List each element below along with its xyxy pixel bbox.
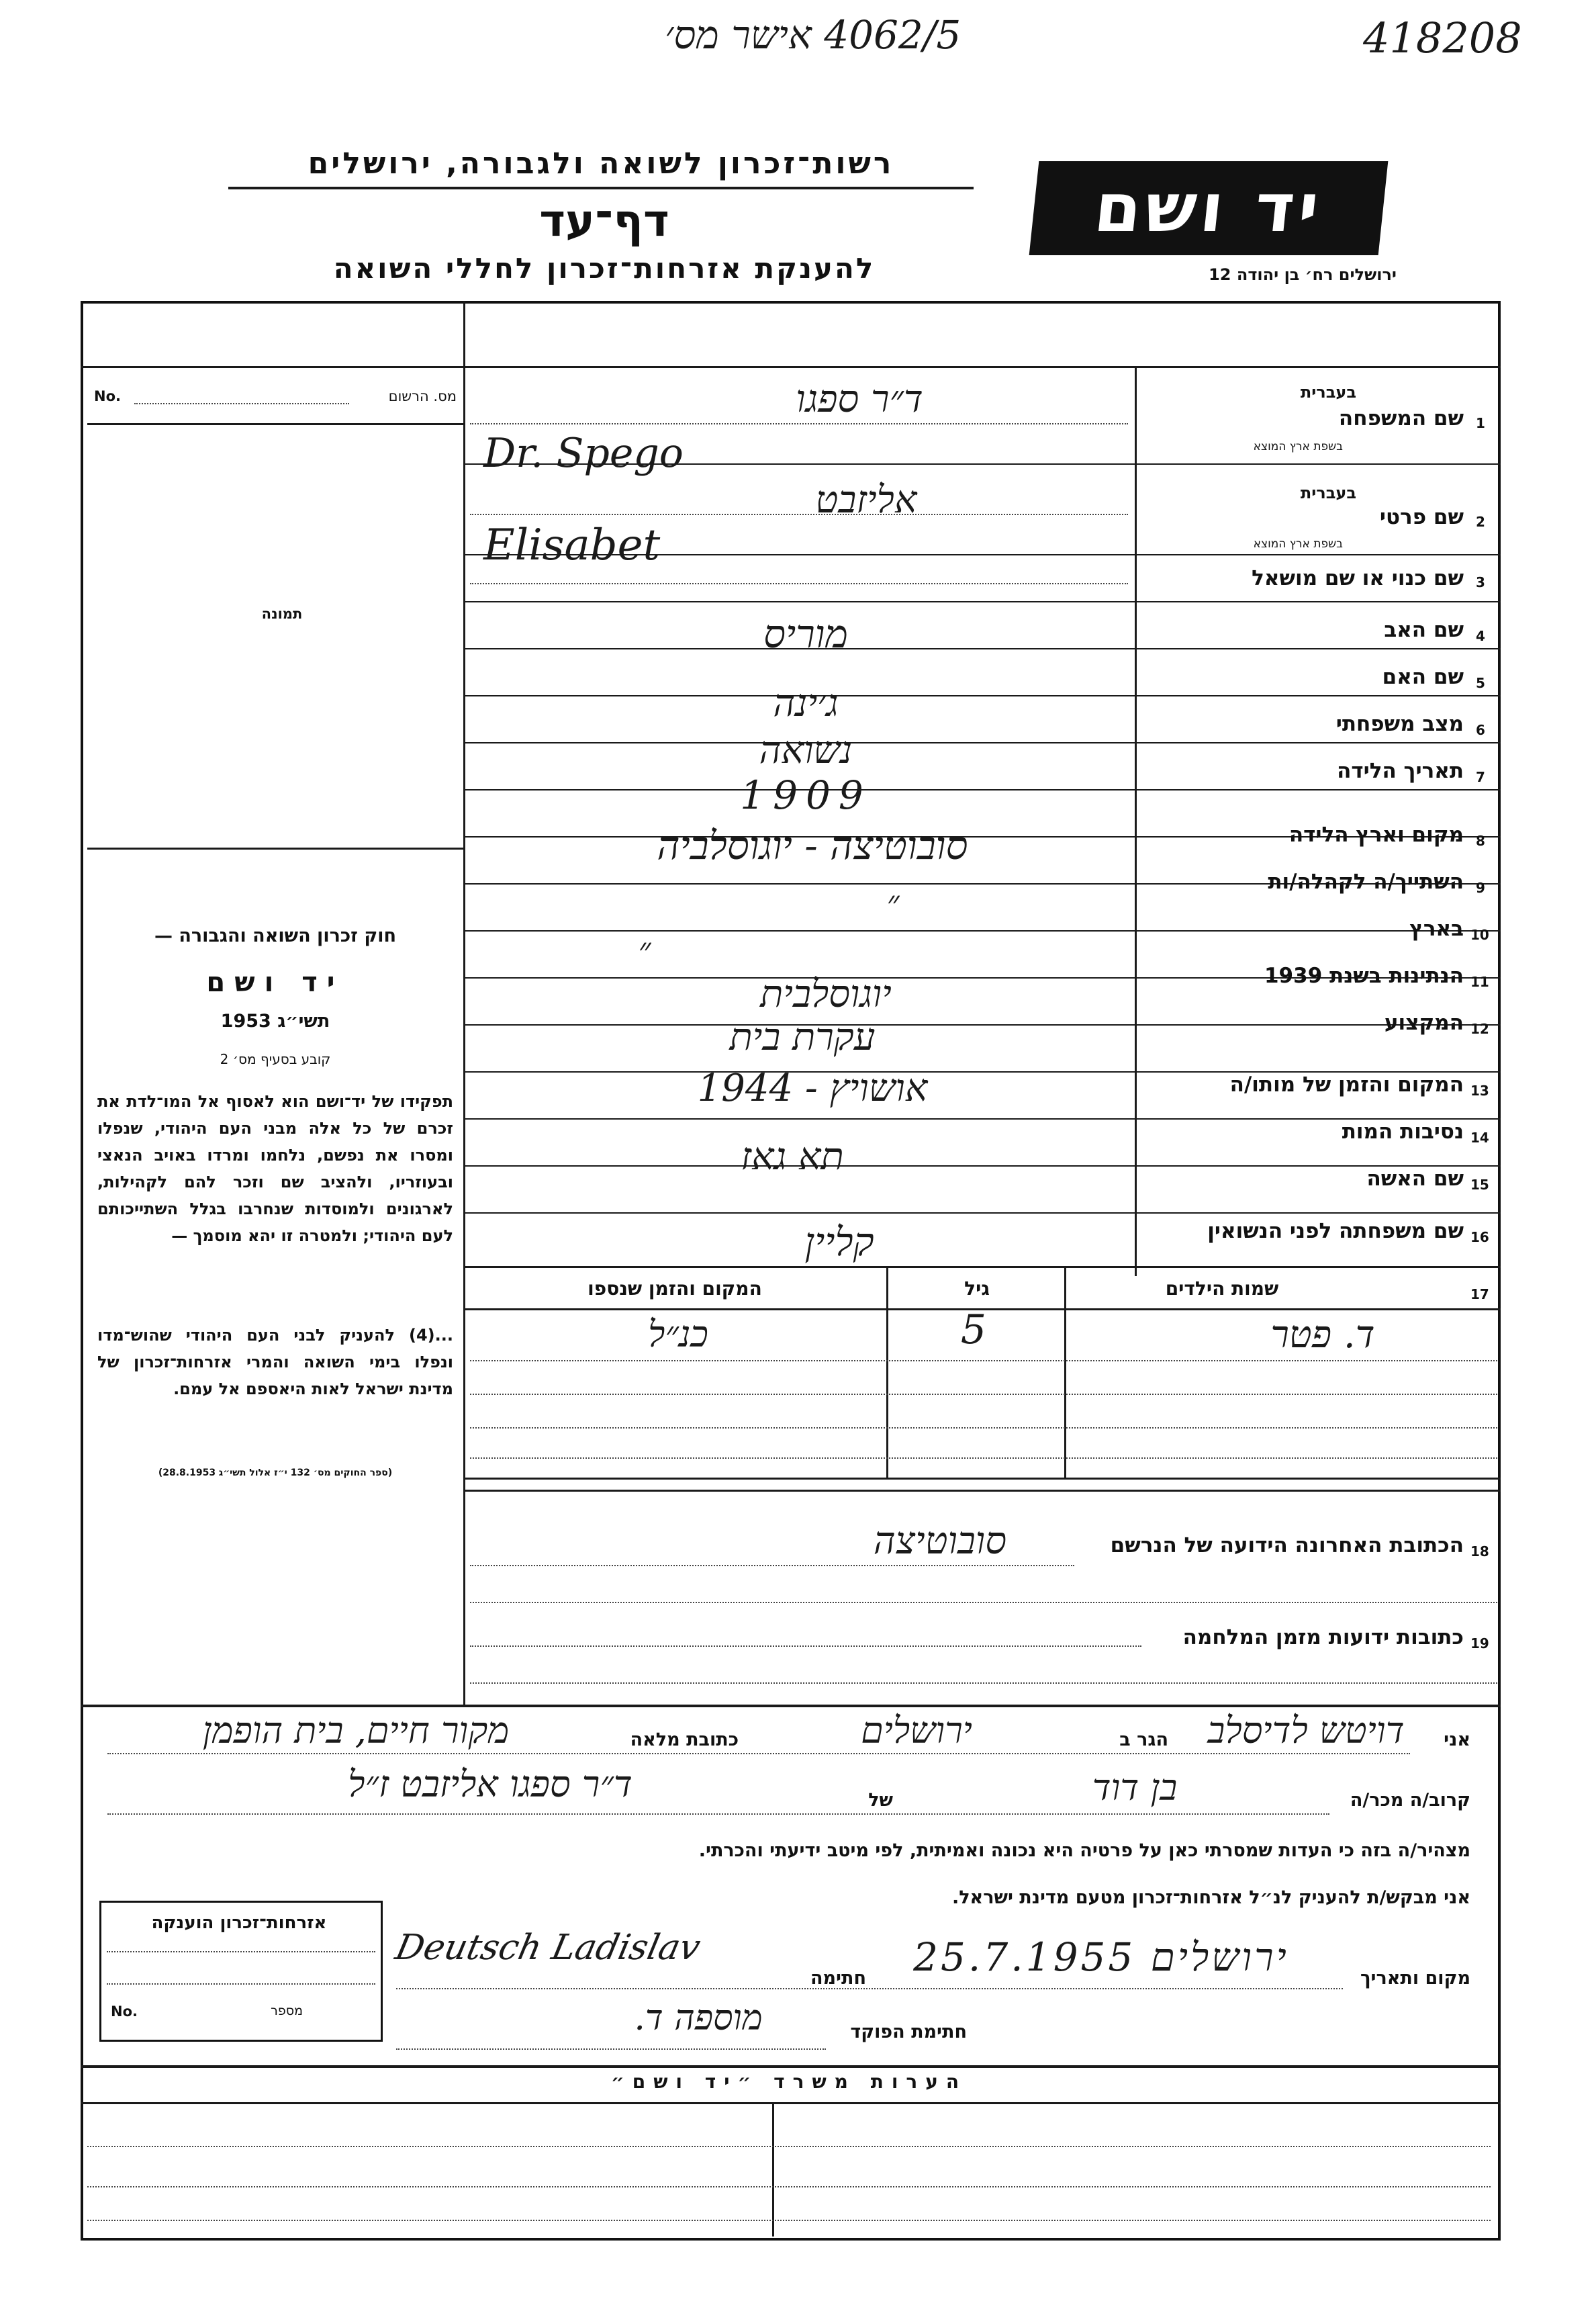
label-birth-place: מקום וארץ הלידה [1288, 823, 1464, 847]
label-officer-signature: חתימת הפוקד [850, 2022, 967, 2042]
photo-label: תמונה [261, 606, 303, 622]
label-last-address: הכתובת האחרונה הידועה של הנרשם [1110, 1533, 1464, 1557]
label-death-place-time: המקום והזמן של מותו/ה [1229, 1073, 1464, 1097]
maiden-name-value[interactable]: קליין [804, 1219, 874, 1265]
law-text-2: ...(4) להעניק לבני העם היהודי שהוש־מדו ונפלו בימי השואה והמרי אזרחות־זכרון של מדינת ישראל לאות היאספם אל עמם. [97, 1326, 453, 1398]
label-place-date: מקום ותאריך [1360, 1968, 1470, 1989]
archive-reference: 4062/5 אישר מס׳ [665, 12, 961, 58]
law-clause: קובע בסעיף מס׳ 2 [220, 1051, 331, 1067]
declaration-request: אני מבקש/ת להעניק לנ״ל אזרחות־זכרון מטעם מדינת ישראל. [951, 1887, 1470, 1908]
label-birth-date: תאריך הלידה [1337, 759, 1464, 783]
last-address-value[interactable]: סובוטיצה [873, 1519, 1007, 1563]
label-citizenship-1939: הנתינות בשנת 1939 [1264, 964, 1464, 988]
law-text-1: תפקידו של יד־ושם הוא לאסוף אל המו־לדת את זכרם של כל אלה מבני העם היהודי, שנפלו ומסרו את נפשם, נלחמו ומרדו באויב הנאצי ובעוזריו, ולהציב שם וזכר להם לקהילות, לארגונים ולמוסדות שנחרבו בגלל השתייכותם לעם היהודי; ולמטרה זו יהא מוסמך — [97, 1092, 453, 1245]
sub-orig-1: בשפת ארץ המוצא [1253, 440, 1343, 453]
label-wife-name: שם האשה [1366, 1167, 1464, 1191]
office-notes-title: הערות משרד ״יד ושם״ [610, 2071, 968, 2093]
law-title: חוק זכרון השואה והגבורה — [154, 925, 397, 946]
memorial-box-title: אזרחות־זכרון הוענקה [151, 1913, 327, 1933]
child-death-place[interactable]: כנ״ל [648, 1313, 708, 1355]
memorial-box-no-label: מספר [271, 2003, 303, 2018]
authority-name: רשות־זכרון לשואה ולגבורה, ירושלים [308, 146, 894, 181]
col-children-names: שמות הילדים [1165, 1277, 1279, 1300]
mother-name-value[interactable]: ג׳ינה [773, 682, 839, 725]
place-date-value[interactable]: ירושלים 25.7.1955 [913, 1934, 1289, 1980]
child-age[interactable]: 5 [960, 1306, 987, 1353]
country-value[interactable]: ״ [638, 930, 651, 969]
resides-value[interactable]: ירושלים [861, 1709, 972, 1752]
form-subtitle: להענקת אזרחות־זכרון לחללי השואה [333, 252, 876, 285]
label-community: השתייך/ה לקהלה/ות [1268, 870, 1464, 894]
label-father-name: שם האב [1384, 618, 1464, 642]
label-family-name: שם המשפחה [1338, 406, 1464, 431]
birth-date-value[interactable]: 1909 [740, 772, 872, 818]
label-maiden-name: שם משפחתה לפני הנשואין [1207, 1219, 1464, 1243]
first-name-original[interactable]: Elisabet [483, 521, 661, 570]
law-name: יד ושם [206, 967, 344, 998]
reg-no: No. [94, 388, 121, 404]
memorial-box-no: No. [111, 2003, 138, 2020]
citizenship-value[interactable]: יוגוסלבית [760, 973, 892, 1016]
father-name-value[interactable]: מוריס [763, 611, 848, 657]
sub-hebrew-2: בעברית [1300, 484, 1356, 502]
law-source: (ספר החוקים מס׳ 132 י״ז אלול תשי״ג 28.8.1953) [158, 1467, 393, 1478]
col-children-place: המקום והזמן שנספו [588, 1277, 762, 1300]
sub-hebrew-1: בעברית [1300, 383, 1356, 402]
child-name[interactable]: ד. פטר [1270, 1313, 1375, 1357]
label-of: של [868, 1790, 893, 1811]
death-place-time-value[interactable]: אושויץ - 1944 [697, 1067, 928, 1110]
yad-vashem-logo [1029, 161, 1389, 255]
reg-label: מס. הרשום [388, 388, 457, 404]
col-children-age: גיל [964, 1277, 990, 1300]
declarant-signature: Deutsch Ladislav [391, 1928, 704, 1968]
relation-value[interactable]: בן דוד [1092, 1766, 1178, 1809]
label-nickname: שם כנוי או שם מושאל [1252, 566, 1464, 590]
memorial-citizenship-box [99, 1901, 383, 2042]
of-value[interactable]: ד״ר ספגו אליזבט ז״ל [348, 1763, 632, 1805]
family-name-original[interactable]: Dr. Spego [483, 430, 684, 477]
label-wartime-addresses: כתובות ידועות מזמן המלחמה [1182, 1625, 1464, 1649]
law-year: תשי״ג 1953 [220, 1011, 330, 1032]
label-profession: המקצוע [1384, 1011, 1464, 1035]
label-relation: קרוב/ה מכר/ה [1350, 1790, 1470, 1811]
address: ירושלים רח׳ בן יהודה 12 [1209, 265, 1397, 284]
label-country: בארץ [1409, 917, 1464, 941]
label-first-name: שם פרטי [1379, 505, 1464, 529]
full-address-value[interactable]: מקור חיים, בית הופמן [202, 1709, 510, 1752]
label-resides: הגר ב [1119, 1729, 1168, 1750]
label-full-address: כתובת מלאה [630, 1729, 739, 1750]
label-signature: חתימה [810, 1968, 866, 1989]
record-number: 418208 [1363, 13, 1522, 62]
logo-text: יד ושם [1090, 169, 1327, 247]
sub-orig-2: בשפת ארץ המוצא [1253, 537, 1343, 551]
birth-place-value[interactable]: סובוטיצה - יוגוסלביה [657, 823, 968, 868]
label-mother-name: שם האם [1382, 665, 1464, 689]
first-name-hebrew[interactable]: אליזבט [815, 478, 917, 522]
profession-value[interactable]: עקרת בית [729, 1015, 876, 1059]
family-name-hebrew[interactable]: ד״ר ספגו [796, 377, 923, 421]
declarant-name[interactable]: דויטש לדיסלב [1207, 1709, 1405, 1752]
officer-signature: מוספה ד. [634, 1998, 763, 2038]
label-marital-status: מצב משפחתי [1335, 712, 1464, 736]
label-death-circumstances: נסיבות המות [1342, 1120, 1464, 1144]
form-title: דף־עד [539, 195, 669, 246]
death-circumstances-value[interactable]: תא גאז [741, 1135, 844, 1179]
declaration-statement: מצהיר/ה בזה כי העדות שמסרתי כאן על פרטיה היא נכונה ואמיתית, לפי מיטב ידיעתי והכרתי. [698, 1840, 1470, 1861]
community-value[interactable]: ״ [886, 883, 900, 922]
marital-status-value[interactable]: נשואה [759, 729, 853, 772]
label-ani: אני [1444, 1729, 1470, 1750]
